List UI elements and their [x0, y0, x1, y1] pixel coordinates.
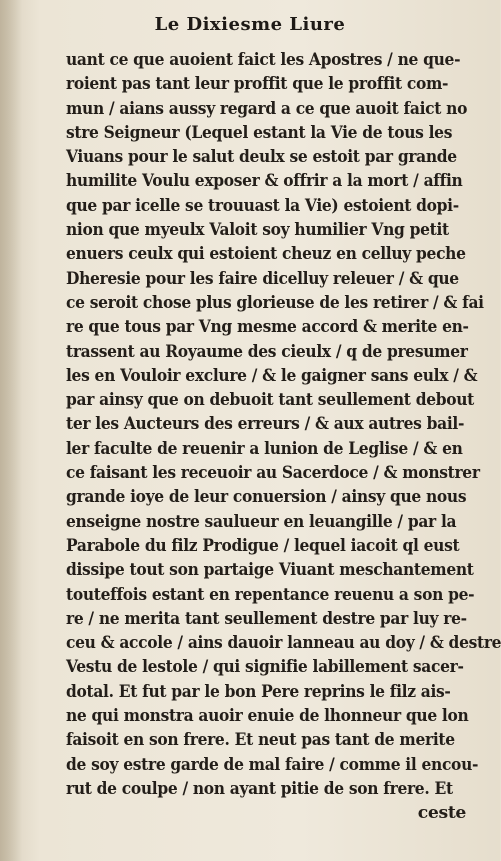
text-line: uant ce que auoient faict les Apostres / ne que-	[66, 50, 461, 70]
text-line: ce seroit chose plus glorieuse de les retirer / & fai	[66, 292, 484, 313]
text-line: ler faculte de reuenir a lunion de Leglise / & en	[66, 438, 463, 459]
text-line: dotal. Et fut par le bon Pere reprins le filz ais-	[66, 681, 451, 702]
text-line: Parabole du filz Prodigue / lequel iacoit ql eust	[66, 535, 460, 556]
text-line: stre Seigneur (Lequel estant la Vie de tous les	[66, 122, 453, 143]
text-line: enuers ceulx qui estoient cheuz en celluy peche	[66, 244, 466, 265]
text-line: touteffois estant en repentance reuenu a son pe-	[66, 584, 475, 605]
text-line: mun / aians aussy regard a ce que auoit faict no	[66, 98, 468, 119]
text-line: les en Vouloir exclure / & le gaigner sans eulx / &	[66, 365, 478, 386]
text-line: faisoit en son frere. Et neut pas tant de merite	[66, 730, 455, 751]
text-line: Viuans pour le salut deulx se estoit par grande	[66, 147, 457, 168]
text-line: de soy estre garde de mal faire / comme il encou-	[66, 754, 479, 775]
text-line: nion que myeulx Valoit soy humilier Vng petit	[66, 220, 449, 241]
text-line: Dheresie pour les faire dicelluy releuer / & que	[66, 268, 459, 289]
text-line: Vestu de lestole / qui signifie labillement sacer-	[66, 657, 464, 678]
text-line: re que tous par Vng mesme accord & merite en-	[66, 317, 469, 338]
text-line: ceu & accole / ains dauoir lanneau au doy / & destre	[66, 633, 501, 654]
text-line: rut de coulpe / non ayant pitie de son frere. Et	[66, 778, 453, 799]
text-line: enseigne nostre saulueur en leuangille / par la	[66, 511, 457, 532]
text-line: ter les Aucteurs des erreurs / & aux autres bail-	[66, 414, 465, 435]
text-line: trassent au Royaume des cieulx / q de presumer	[66, 341, 468, 362]
text-line: grande ioye de leur conuersion / ainsy que nous	[66, 487, 467, 508]
text-line: roient pas tant leur proffit que le proffit com-	[66, 74, 449, 95]
running-head: Le Dixiesme Liure	[154, 14, 346, 35]
text-line: ne qui monstra auoir enuie de lhonneur que lon	[66, 706, 469, 727]
catchword: ceste	[417, 803, 466, 824]
text-line: que par icelle se trouuast la Vie) estoient dopi-	[66, 195, 459, 216]
text-line: re / ne merita tant seullement destre par luy re-	[66, 608, 467, 629]
text-block	[66, 48, 501, 826]
text-line: dissipe tout son partaige Viuant meschantement	[66, 560, 474, 581]
text-line: ce faisant les receuoir au Sacerdoce / & monstrer	[66, 463, 480, 484]
gutter-shadow	[0, 0, 22, 861]
text-line: humilite Voulu exposer & offrir a la mort / affin	[66, 171, 463, 192]
text-line: par ainsy que on debuoit tant seullement debout	[66, 390, 474, 411]
